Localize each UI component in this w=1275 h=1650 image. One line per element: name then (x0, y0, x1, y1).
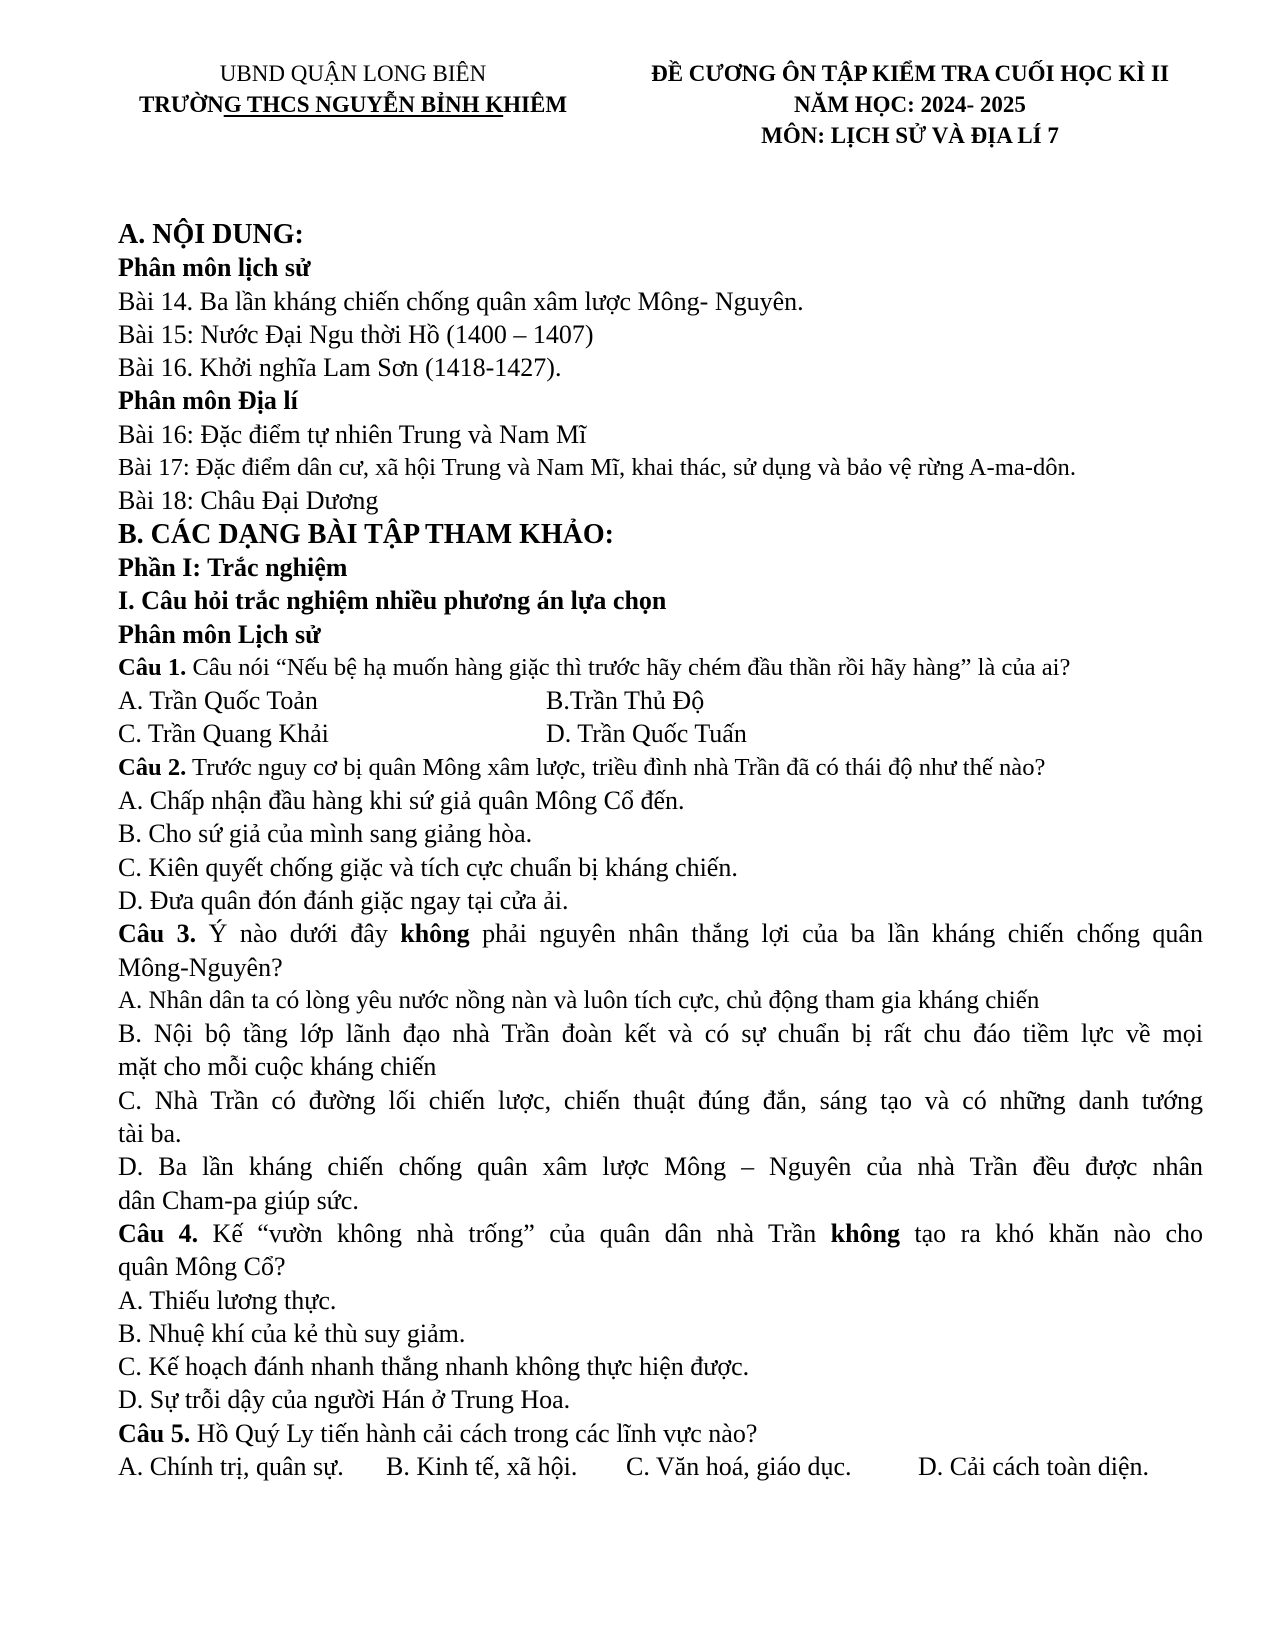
school-name (118, 89, 588, 120)
answer-option: D. Cải cách toàn diện. (918, 1451, 1150, 1481)
question-text: tạo ra khó khăn nào cho (900, 1218, 1203, 1248)
answer-option: D. Ba lần kháng chiến chống quân xâm lược Mông – Nguyên của nhà Trần đều được nhân (118, 1152, 1203, 1182)
question-text: Ý nào dưới đây (196, 919, 401, 949)
question-text: Kế “vườn không nhà trống” của quân dân nhà Trần (198, 1218, 831, 1248)
question-label: Câu 1. (118, 653, 187, 681)
answer-option-cont: dân Cham-pa giúp sức. (118, 1185, 359, 1215)
question-5 (118, 1417, 1203, 1450)
answer-option-cont: mặt cho mỗi cuộc kháng chiến (118, 1052, 437, 1082)
question-label: Câu 2. (118, 753, 187, 781)
lesson-item: Bài 16: Đặc điểm tự nhiên Trung và Nam Mĩ (118, 419, 587, 449)
header-left (118, 58, 588, 120)
lesson-item: Bài 15: Nước Đại Ngu thời Hồ (1400 – 1407) (118, 319, 594, 349)
answer-option: C. Văn hoá, giáo dục. (626, 1451, 852, 1481)
document-title: ĐỀ CƯƠNG ÔN TẬP KIỂM TRA CUỐI HỌC KÌ II (651, 61, 1169, 86)
school-year: NĂM HỌC: 2024- 2025 (794, 92, 1026, 117)
lesson-item: Bài 16. Khởi nghĩa Lam Sơn (1418-1427). (118, 353, 562, 383)
answer-option: A. Thiếu lương thực. (118, 1285, 337, 1315)
answer-option: A. Chính trị, quân sự. (118, 1451, 344, 1481)
geography-subject-title: Phân môn Địa lí (118, 386, 298, 416)
document-body (118, 218, 1203, 1483)
question-text-cont: quân Mông Cổ? (118, 1252, 286, 1282)
lesson-item: Bài 17: Đặc điểm dân cư, xã hội Trung và Nam Mĩ, khai thác, sử dụng và bảo vệ rừng A-ma-dôn. (118, 454, 1076, 482)
answer-option: B. Nội bộ tầng lớp lãnh đạo nhà Trần đoàn kết và có sự chuẩn bị rất chu đáo tiềm lực về mọi (118, 1019, 1203, 1049)
multiple-choice-title: I. Câu hỏi trắc nghiệm nhiều phương án lựa chọn (118, 586, 667, 616)
question-2 (118, 751, 1203, 784)
history-section-title: Phân môn Lịch sử (118, 619, 321, 649)
question-4 (118, 1217, 1203, 1250)
answer-option: B.Trần Thủ Độ (546, 686, 705, 716)
section-b-title: B. CÁC DẠNG BÀI TẬP THAM KHẢO: (118, 518, 615, 550)
answer-option: A. Trần Quốc Toản (118, 686, 318, 716)
answer-option: B. Nhuệ khí của kẻ thù suy giảm. (118, 1318, 466, 1348)
header-right (620, 58, 1200, 151)
answer-option: C. Trần Quang Khải (118, 719, 329, 749)
answer-option: C. Kế hoạch đánh nhanh thắng nhanh không thực hiện được. (118, 1352, 750, 1382)
question-text: Hồ Quý Ly tiến hành cải cách trong các lĩnh vực nào? (190, 1418, 758, 1448)
answer-option: A. Chấp nhận đầu hàng khi sứ giả quân Mông Cổ đến. (118, 786, 685, 816)
question-text-cont: Mông-Nguyên? (118, 952, 283, 982)
answer-row (118, 717, 1203, 750)
question-label: Câu 4. (118, 1218, 199, 1248)
answer-option: D. Trần Quốc Tuấn (546, 719, 747, 749)
lesson-item: Bài 18: Châu Đại Dương (118, 486, 379, 516)
question-emphasis: không (830, 1218, 900, 1248)
question-text: phải nguyên nhân thắng lợi của ba lần kháng chiến chống quân (469, 919, 1203, 949)
answer-option: A. Nhân dân ta có lòng yêu nước nồng nàn và luôn tích cực, chủ động tham gia kháng chiến (118, 986, 1040, 1014)
school-name-part: HIÊM (503, 92, 568, 117)
question-3 (118, 917, 1203, 950)
answer-option: B. Kinh tế, xã hội. (386, 1451, 578, 1481)
school-name-underlined: G THCS NGUYỄN BỈNH K (223, 92, 504, 117)
answer-option: C. Nhà Trần có đường lối chiến lược, chiến thuật đúng đắn, sáng tạo và có những danh tướng (118, 1085, 1203, 1115)
answer-row (118, 684, 1203, 717)
school-name-part: TRƯỜN (138, 92, 224, 117)
part-1-title: Phần I: Trắc nghiệm (118, 552, 348, 582)
answer-option: D. Đưa quân đón đánh giặc ngay tại cửa ải. (118, 885, 569, 915)
answer-option: D. Sự trỗi dậy của người Hán ở Trung Hoa. (118, 1385, 571, 1415)
question-label: Câu 5. (118, 1418, 191, 1448)
question-label: Câu 3. (118, 919, 197, 949)
history-subject-title: Phân môn lịch sử (118, 253, 311, 283)
question-text: Câu nói “Nếu bệ hạ muốn hàng giặc thì trước hãy chém đầu thần rồi hãy hàng” là của ai? (186, 653, 1071, 681)
question-emphasis: không (400, 919, 470, 949)
answer-option: C. Kiên quyết chống giặc và tích cực chuẩn bị kháng chiến. (118, 852, 738, 882)
section-a-title: A. NỘI DUNG: (118, 219, 304, 250)
answer-option: B. Cho sứ giả của mình sang giảng hòa. (118, 819, 533, 849)
question-1 (118, 651, 1203, 684)
answer-option-cont: tài ba. (118, 1119, 182, 1149)
subject: MÔN: LỊCH SỬ VÀ ĐỊA LÍ 7 (761, 123, 1059, 148)
answer-row (118, 1450, 1203, 1483)
question-text: Trước nguy cơ bị quân Mông xâm lược, triều đình nhà Trần đã có thái độ như thế nào? (186, 753, 1046, 781)
district-name: UBND QUẬN LONG BIÊN (219, 61, 487, 86)
lesson-item: Bài 14. Ba lần kháng chiến chống quân xâm lược Mông- Nguyên. (118, 286, 804, 316)
